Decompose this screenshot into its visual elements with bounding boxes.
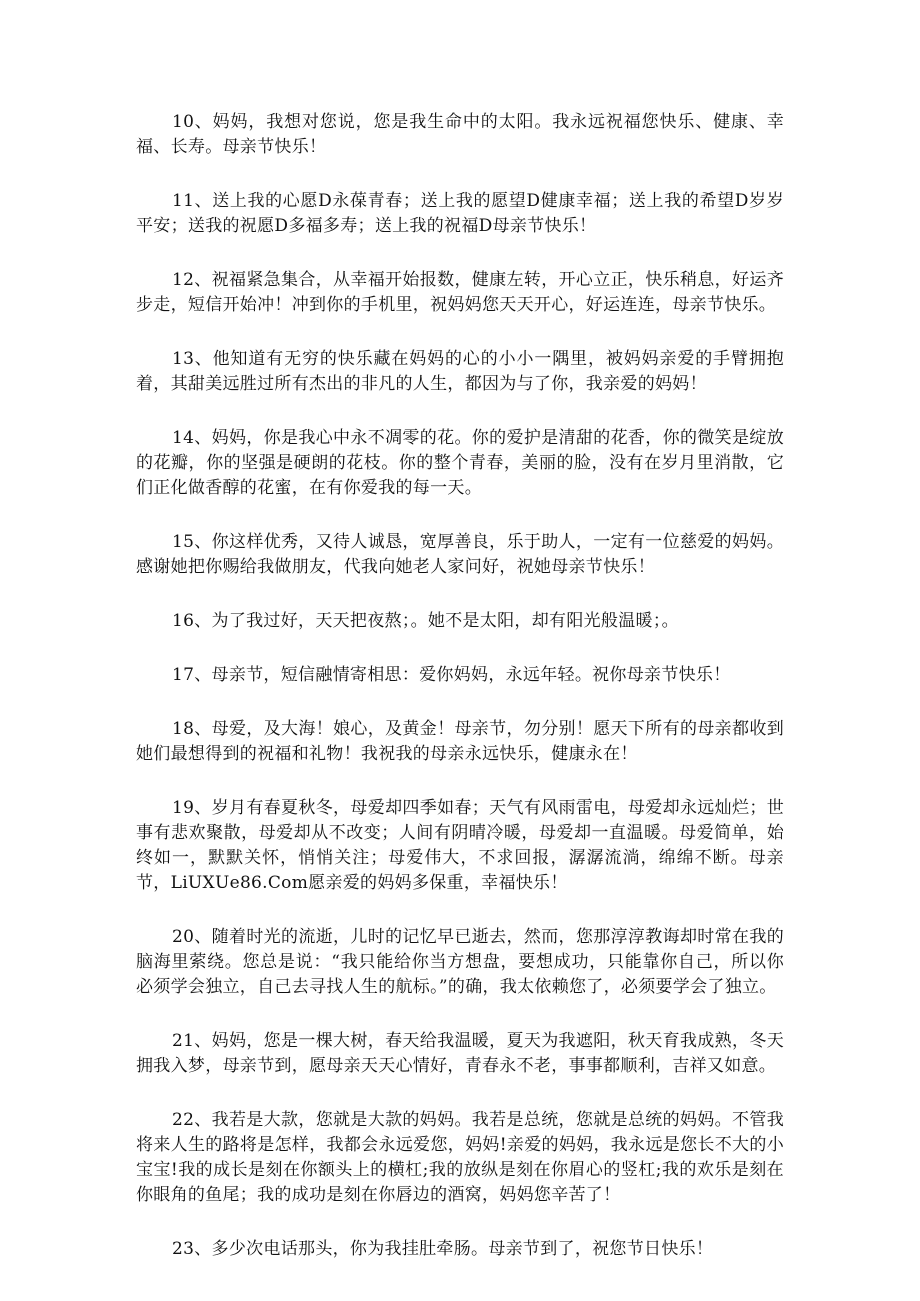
paragraph-11: 11、送上我的心愿D永葆青春；送上我的愿望D健康幸福；送上我的希望D岁岁平安；送我的祝愿D多福多寿；送上我的祝福D母亲节快乐！ [136, 191, 784, 236]
document-body [136, 110, 784, 1291]
paragraph-23: 23、多少次电话那头，你为我挂肚牵肠。母亲节到了，祝您节日快乐！ [172, 1239, 714, 1259]
paragraph-19: 19、岁月有春夏秋冬，母爱却四季如春；天气有风雨雷电，母爱却永远灿烂；世事有悲欢聚散，母爱却从不改变；人间有阴晴冷暖，母爱却一直温暖。母爱简单，始终如一，默默关怀，悄悄关注；母爱伟大，不求回报，潺潺流淌，绵绵不断。母亲节，LiUXUe86.Com愿亲爱的妈妈多保重，幸福快乐！ [136, 798, 784, 893]
paragraph-14: 14、妈妈，你是我心中永不凋零的花。你的爱护是清甜的花香，你的微笑是绽放的花瓣，你的坚强是硬朗的花枝。你的整个青春，美丽的脸，没有在岁月里消散，它们正化做香醇的花蜜，在有你爱我的每一天。 [136, 428, 784, 498]
paragraph-13: 13、他知道有无穷的快乐藏在妈妈的心的小小一隅里，被妈妈亲爱的手臂拥抱着，其甜美远胜过所有杰出的非凡的人生，都因为与了你，我亲爱的妈妈！ [136, 349, 784, 394]
paragraph-15: 15、你这样优秀，又待人诚恳，宽厚善良，乐于助人，一定有一位慈爱的妈妈。感谢她把你赐给我做朋友，代我向她老人家问好，祝她母亲节快乐！ [136, 532, 784, 577]
paragraph-16: 16、为了我过好，天天把夜熬；。她不是太阳，却有阳光般温暖；。 [172, 611, 679, 631]
paragraph-17: 17、母亲节，短信融情寄相思：爱你妈妈，永远年轻。祝你母亲节快乐！ [172, 665, 731, 685]
paragraph-20: 20、随着时光的流逝，儿时的记忆早已逝去，然而，您那淳淳教诲却时常在我的脑海里萦绕。您总是说：“我只能给你当方想盘，要想成功，只能靠你自己，所以你必须学会独立，自己去寻找人生的航标。”的确，我太依赖您了，必须要学会了独立。 [136, 927, 784, 997]
paragraph-18: 18、母爱，及大海！娘心，及黄金！母亲节，勿分别！愿天下所有的母亲都收到她们最想得到的祝福和礼物！我祝我的母亲永远快乐，健康永在！ [136, 719, 784, 764]
paragraph-21: 21、妈妈，您是一棵大树，春天给我温暖，夏天为我遮阳，秋天育我成熟，冬天拥我入梦，母亲节到，愿母亲天天心情好，青春永不老，事事都顺利，吉祥又如意。 [136, 1031, 784, 1076]
paragraph-10: 10、妈妈，我想对您说，您是我生命中的太阳。我永远祝福您快乐、健康、幸福、长寿。母亲节快乐！ [136, 112, 784, 157]
paragraph-12: 12、祝福紧急集合，从幸福开始报数，健康左转，开心立正，快乐稍息，好运齐步走，短信开始冲！冲到你的手机里，祝妈妈您天天开心，好运连连，母亲节快乐。 [136, 270, 784, 315]
paragraph-22: 22、我若是大款，您就是大款的妈妈。我若是总统，您就是总统的妈妈。不管我将来人生的路将是怎样，我都会永远爱您，妈妈!亲爱的妈妈，我永远是您长不大的小宝宝!我的成长是刻在你额头上的横杠;我的放纵是刻在你眉心的竖杠;我的欢乐是刻在你眼角的鱼尾；我的成功是刻在你唇边的酒窝，妈妈您辛苦了！ [136, 1110, 784, 1205]
